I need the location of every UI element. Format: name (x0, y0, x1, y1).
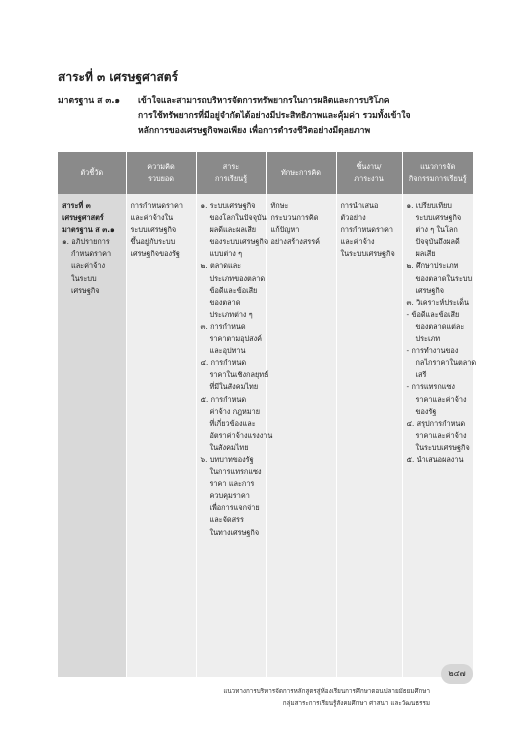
cell-line: ๒. ตลาดและ (200, 261, 242, 271)
cell-line: กระบวนการคิด (270, 213, 319, 223)
cell-line: ๕. นำเสนอผลงาน (406, 454, 464, 464)
cell-line: ระบบเศรษฐกิจ (130, 225, 177, 235)
cell-line: ๑. เปรียบเทียบ (406, 201, 452, 210)
cell-line: ประเภท (415, 334, 441, 344)
cell-line: - ข้อดีและข้อเสีย (406, 309, 460, 319)
indicator-heading-line: มาตรฐาน ส ๓.๑ (62, 225, 115, 235)
cell-line: - การแทรกแซง (406, 382, 455, 392)
table-row (58, 194, 473, 677)
footer-line: กลุ่มสาระการเรียนรู้สังคมศึกษา ศาสนา และวัฒนธรรม (282, 700, 430, 707)
cell-line: ราคาในเชิงกลยุทธ์ (209, 370, 269, 380)
cell-line: การกำหนดราคา (130, 201, 183, 210)
column-header-line: ภาระงาน (354, 174, 384, 183)
cell-line: ในการแทรกแซง (209, 467, 262, 477)
cell-line: ราคาและค่าจ้าง (415, 430, 467, 440)
cell-line: ๕. การกำหนด (200, 394, 247, 404)
column-header-line: ทักษะการคิด (280, 167, 321, 177)
section-heading: สาระที่ ๓ เศรษฐศาสตร์ (58, 70, 179, 84)
activity-cell (402, 194, 477, 677)
cell-line: ผลดีและผลเสีย (209, 225, 257, 235)
cell-line: และค่าจ้าง (340, 237, 375, 247)
column-header (58, 152, 126, 194)
cell-line: ผลเสีย (415, 249, 436, 259)
cell-line: ของรัฐ (415, 406, 437, 416)
indicator-line: ในระบบ (71, 273, 97, 283)
indicator-line: และค่าจ้าง (71, 261, 106, 271)
standard-label: มาตรฐาน ส ๓.๑ (58, 96, 120, 106)
thinking-skill-cell (266, 194, 336, 677)
column-header-line: ตัวชี้วัด (80, 167, 104, 177)
cell-line: ในสังคมไทย (209, 442, 249, 452)
cell-line: ๔. การกำหนด (200, 358, 247, 368)
cell-line: - การทำงานของ (406, 346, 459, 356)
cell-line: ของโลกในปัจจุบัน (209, 213, 267, 223)
column-header (402, 152, 473, 194)
cell-line: ควบคุมราคา (209, 491, 250, 501)
cell-line: ๓. วิเคราะห์ประเด็น (406, 297, 470, 307)
cell-line: แก้ปัญหา (270, 225, 300, 235)
cell-line: ของตลาดในระบบ (415, 273, 473, 283)
cell-line: ราคาตามอุปสงค์ (209, 334, 263, 344)
content-cell (196, 194, 273, 677)
column-header-line: สาระ (222, 161, 240, 171)
cell-line: ต่าง ๆ ในโลก (415, 225, 458, 235)
cell-line: อัตราค่าจ้างแรงงาน (209, 430, 273, 440)
indicator-cell (58, 194, 126, 677)
cell-line: ราคา และการ (209, 479, 255, 489)
column-header (266, 152, 336, 194)
cell-line: และค่าจ้างใน (130, 213, 174, 223)
table-header-row (58, 152, 473, 194)
standard-line: เข้าใจและสามารถบริหารจัดการทรัพยากรในการผลิตและการบริโภค (138, 96, 390, 106)
cell-line: ปัจจุบันถึงผลดี (415, 237, 460, 247)
cell-line: ที่เกี่ยวข้องและ (209, 418, 256, 428)
task-cell (336, 194, 402, 677)
column-header-line: กิจกรรมการเรียนรู้ (408, 174, 467, 183)
curriculum-table (58, 152, 477, 677)
indicator-line: เศรษฐกิจ (71, 285, 100, 295)
cell-line: ระบบเศรษฐกิจ (415, 213, 462, 223)
cell-line: ของตลาดแต่ละ (415, 321, 465, 331)
cell-line: เศรษฐกิจของรัฐ (130, 249, 180, 259)
standard-line: การใช้ทรัพยากรที่มีอยู่จำกัดได้อย่างมีประสิทธิภาพและคุ้มค่า รวมทั้งเข้าใจ (138, 111, 411, 121)
cell-line: การนำเสนอ (340, 201, 379, 210)
cell-line: เพื่อการแจกจ่าย (209, 503, 260, 513)
cell-line: ที่มีในสังคมไทย (209, 382, 259, 392)
cell-line: กลไกราคาในตลาด (415, 358, 477, 368)
column-header (196, 152, 266, 194)
indicator-heading-line: เศรษฐศาสตร์ (62, 213, 104, 223)
indicator-heading-line: สาระที่ ๓ (62, 201, 91, 210)
column-header-line: ความคิด (147, 161, 175, 171)
cell-line: ตัวอย่าง (340, 213, 366, 223)
column-header-line: การเรียนรู้ (214, 174, 248, 183)
cell-line: ๖. บทบาทของรัฐ (200, 454, 254, 464)
cell-line: ราคาและค่าจ้าง (415, 394, 467, 404)
indicator-line: ๑. อภิปรายการ (62, 237, 110, 247)
cell-line: ในระบบเศรษฐกิจ (415, 442, 470, 452)
standard-line: หลักการของเศรษฐกิจพอเพียง เพื่อการดำรงชีวิตอย่างมีดุลยภาพ (138, 126, 371, 136)
cell-line: ของระบบเศรษฐกิจ (209, 237, 269, 247)
cell-line: และอุปทาน (209, 346, 246, 356)
cell-line: อย่างสร้างสรรค์ (270, 237, 321, 247)
cell-line: ข้อดีและข้อเสีย (209, 285, 258, 295)
column-header-line: แนวการจัด (420, 161, 456, 171)
cell-line: ๑. ระบบเศรษฐกิจ (200, 201, 256, 210)
concept-cell (126, 194, 196, 677)
page-number: ๒๔๗ (441, 664, 473, 684)
column-header-line: ชิ้นงาน/ (356, 161, 382, 171)
footer (190, 686, 430, 710)
cell-line: ค่าจ้าง กฎหมาย (209, 406, 261, 416)
cell-line: ขึ้นอยู่กับระบบ (130, 237, 176, 247)
footer-line: แนวทางการบริหารจัดการหลักสูตรสู่ห้องเรียนการศึกษาตอนปลายมัธยมศึกษา (223, 688, 430, 695)
cell-line: ในระบบเศรษฐกิจ (340, 249, 395, 259)
standard-text (138, 94, 478, 139)
column-header (336, 152, 402, 194)
cell-line: ๔. สรุปการกำหนด (406, 418, 466, 428)
cell-line: ประเภทต่าง ๆ (209, 309, 253, 319)
cell-line: ของตลาด (209, 297, 241, 307)
cell-line: ในทางเศรษฐกิจ (209, 527, 260, 537)
cell-line: ๒. ศึกษาประเภท (406, 261, 459, 271)
cell-line: และจัดสรร (209, 515, 244, 525)
column-header-line: รวบยอด (147, 174, 175, 183)
cell-line: เศรษฐกิจ (415, 285, 445, 295)
cell-line: ๓. การกำหนด (200, 321, 246, 331)
cell-line: ประเภทของตลาด (209, 273, 266, 283)
cell-line: เสรี (415, 370, 427, 380)
cell-line: แบบต่าง ๆ (209, 249, 243, 259)
indicator-line: กำหนดราคา (71, 249, 112, 259)
column-header (126, 152, 196, 194)
cell-line: การกำหนดราคา (340, 225, 393, 235)
cell-line: ทักษะ (270, 201, 289, 210)
